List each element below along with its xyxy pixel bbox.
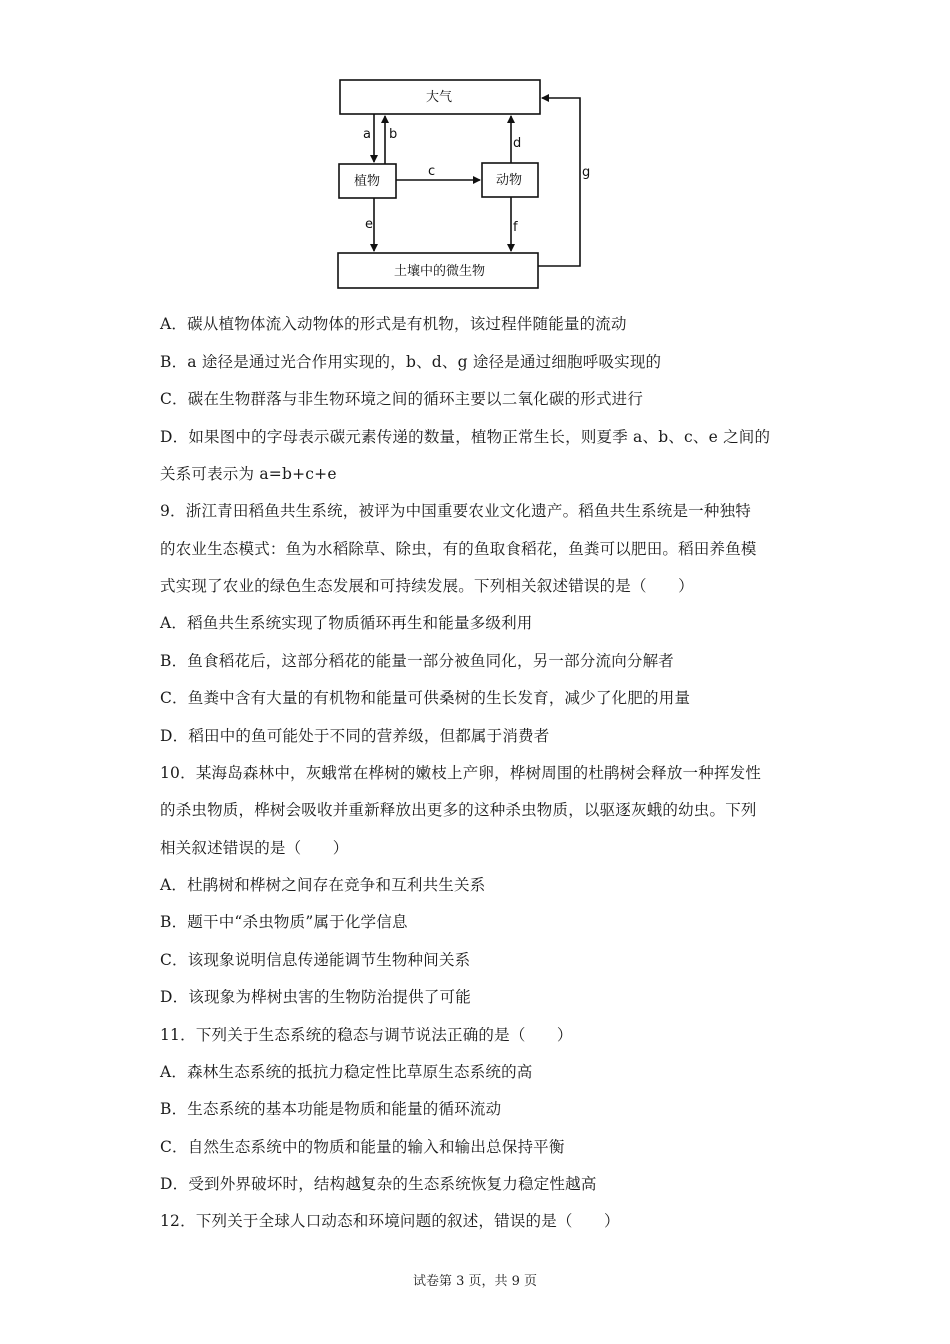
- q11-option-d: D．受到外界破坏时，结构越复杂的生态系统恢复力稳定性越高: [160, 1175, 597, 1193]
- q9-option-b: B．鱼食稻花后，这部分稻花的能量一部分被鱼同化，另一部分流向分解者: [160, 652, 674, 670]
- q8-option-d-cont: 关系可表示为 a=b+c+e: [160, 465, 337, 483]
- q10-stem-line3: 相关叙述错误的是（ ）: [160, 839, 349, 857]
- animal-label: 动物: [496, 173, 523, 188]
- edge-b-label: b: [389, 127, 398, 142]
- soil-microbe-label: 土壤中的微生物: [394, 264, 486, 279]
- carbon-cycle-diagram-svg: [0, 0, 950, 300]
- atmosphere-label: 大气: [426, 90, 453, 105]
- q12-stem: 12．下列关于全球人口动态和环境问题的叙述，错误的是（ ）: [160, 1212, 620, 1230]
- q10-option-b: B．题干中“杀虫物质”属于化学信息: [160, 913, 408, 931]
- q10-option-c: C．该现象说明信息传递能调节生物种间关系: [160, 951, 471, 969]
- edge-g-arrow: [538, 98, 580, 266]
- q9-stem-line3: 式实现了农业的绿色生态发展和可持续发展。下列相关叙述错误的是（ ）: [160, 577, 694, 595]
- edge-d-label: d: [513, 136, 522, 151]
- q9-stem-line2: 的农业生态模式：鱼为水稻除草、除虫，有的鱼取食稻花，鱼粪可以肥田。稻田养鱼模: [160, 540, 757, 558]
- q11-option-a: A．森林生态系统的抵抗力稳定性比草原生态系统的高: [160, 1063, 533, 1081]
- q8-option-a: A．碳从植物体流入动物体的形式是有机物，该过程伴随能量的流动: [160, 315, 627, 333]
- plant-label: 植物: [354, 174, 381, 189]
- carbon-cycle-diagram: [0, 0, 950, 300]
- q8-option-b: B．a 途径是通过光合作用实现的，b、d、g 途径是通过细胞呼吸实现的: [160, 353, 662, 371]
- q9-option-a: A．稻鱼共生系统实现了物质循环再生和能量多级利用: [160, 614, 533, 632]
- q8-option-d: D．如果图中的字母表示碳元素传递的数量，植物正常生长，则夏季 a、b、c、e 之间的: [160, 428, 771, 446]
- edge-f-label: f: [513, 220, 518, 235]
- q10-stem-line1: 10．某海岛森林中，灰蛾常在桦树的嫩枝上产卵，桦树周围的杜鹃树会释放一种挥发性: [160, 764, 762, 782]
- q11-option-b: B．生态系统的基本功能是物质和能量的循环流动: [160, 1100, 502, 1118]
- edge-e-label: e: [365, 217, 373, 232]
- q9-option-c: C．鱼粪中含有大量的有机物和能量可供桑树的生长发育，减少了化肥的用量: [160, 689, 691, 707]
- q9-option-d: D．稻田中的鱼可能处于不同的营养级，但都属于消费者: [160, 727, 550, 745]
- q8-option-c: C．碳在生物群落与非生物环境之间的循环主要以二氧化碳的形式进行: [160, 390, 644, 408]
- q11-option-c: C．自然生态系统中的物质和能量的输入和输出总保持平衡: [160, 1138, 565, 1156]
- edge-c-label: c: [428, 164, 436, 179]
- edge-a-label: a: [363, 127, 371, 142]
- q10-stem-line2: 的杀虫物质，桦树会吸收并重新释放出更多的这种杀虫物质，以驱逐灰蛾的幼虫。下列: [160, 801, 757, 819]
- edge-g-label: g: [582, 165, 591, 180]
- q9-stem-line1: 9．浙江青田稻鱼共生系统，被评为中国重要农业文化遗产。稻鱼共生系统是一种独特: [160, 502, 751, 520]
- page-footer: 试卷第 3 页，共 9 页: [412, 1274, 538, 1289]
- q11-stem: 11．下列关于生态系统的稳态与调节说法正确的是（ ）: [160, 1026, 573, 1044]
- q10-option-a: A．杜鹃树和桦树之间存在竞争和互利共生关系: [160, 876, 486, 894]
- q10-option-d: D．该现象为桦树虫害的生物防治提供了可能: [160, 988, 471, 1006]
